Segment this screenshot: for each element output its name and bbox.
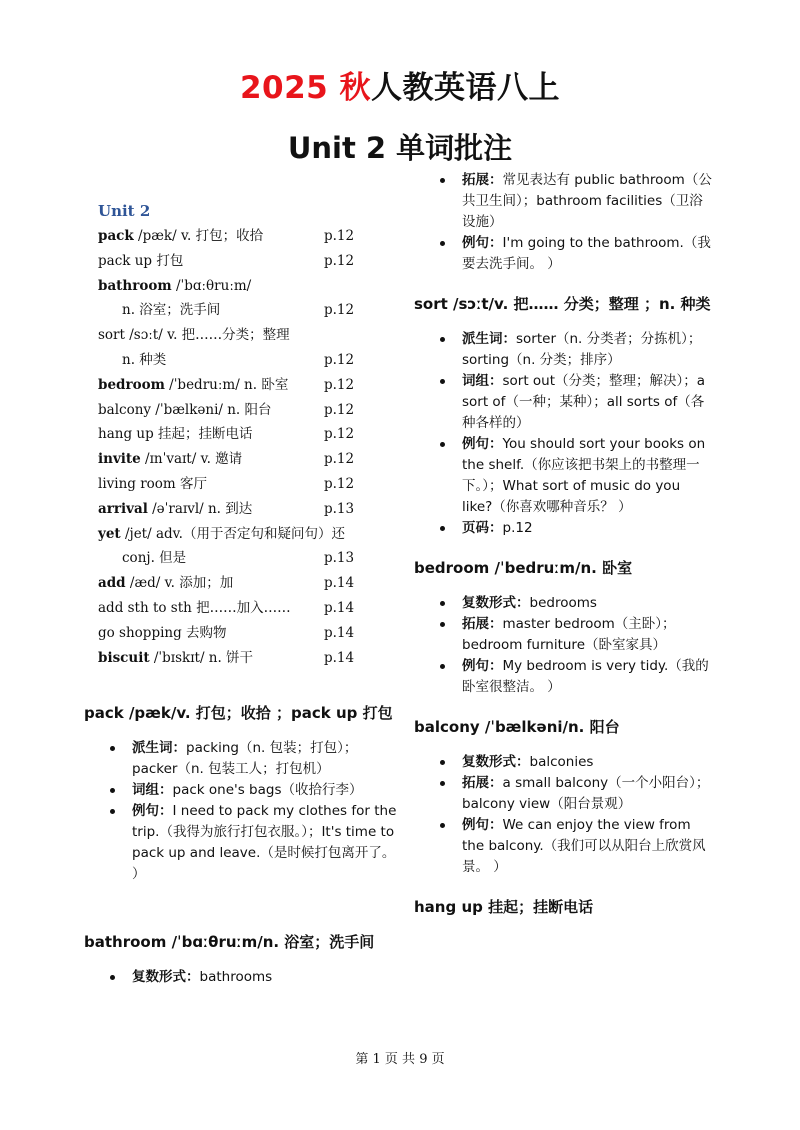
vocab-page: p.13 <box>324 550 355 567</box>
vocab-word: bathroom <box>98 277 172 294</box>
vocab-row <box>98 274 378 299</box>
entry-heading-hangup: hang up 挂起；挂断电话 <box>414 898 594 916</box>
item-label: 例句： <box>462 817 503 833</box>
item-text: We can enjoy the view from the balcony.（我们可以从阳台上欣赏风景。 ） <box>462 817 706 875</box>
vocab-rows <box>98 224 378 670</box>
vocab-definition: pack up 打包 <box>98 252 184 269</box>
entry-heading-bedroom: bedroom /ˈbedruːm/n. 卧室 <box>414 559 633 577</box>
vocab-word: pack <box>98 228 134 244</box>
entry-heading-bathroom: bathroom /ˈbɑːθruːm/n. 浴室；洗手间 <box>84 933 375 952</box>
entry-heading-pack: pack /pæk/v. 打包；收拾 ；pack up 打包 <box>84 704 393 723</box>
item-label: 拓展： <box>462 616 503 632</box>
vocab-page: p.12 <box>324 351 355 368</box>
vocab-word: add <box>98 575 126 592</box>
entry-list-bedroom <box>414 593 714 698</box>
vocab-definition: living room 客厅 <box>98 475 208 492</box>
vocab-definition: /jet/ adv.（用于否定句和疑问句）还 <box>120 525 345 542</box>
left-column <box>84 192 400 988</box>
entry-list-pack <box>84 738 400 885</box>
vocab-definition: add sth to sth 把……加入…… <box>98 599 291 616</box>
vocab-page: p.12 <box>324 376 355 393</box>
vocab-definition: balcony /ˈbælkəni/ n. 阳台 <box>98 401 272 418</box>
vocab-definition: /ɪnˈvaɪt/ v. 邀请 <box>140 451 243 468</box>
vocab-row <box>98 398 378 423</box>
vocab-definition: n. 种类 <box>122 351 167 368</box>
vocab-definition: go shopping 去购物 <box>98 624 227 641</box>
vocab-row <box>98 472 378 497</box>
vocab-definition: conj. 但是 <box>122 550 187 567</box>
item-text: sorter（n. 分类者；分拣机）；sorting（n. 分类；排序） <box>462 331 702 368</box>
item-label: 词组： <box>462 373 503 389</box>
list-item <box>462 752 714 773</box>
list-item <box>462 656 714 698</box>
vocab-page: p.13 <box>324 500 355 517</box>
vocab-page: p.12 <box>324 426 355 443</box>
item-label: 例句： <box>462 658 503 674</box>
item-label: 复数形式： <box>462 754 530 770</box>
list-item <box>462 518 714 539</box>
page-subtitle: Unit 2 单词批注 <box>287 131 513 165</box>
item-text: a small balcony（一个小阳台）；balcony view（阳台景观） <box>462 775 710 812</box>
list-item <box>462 434 714 518</box>
vocab-row <box>98 373 378 398</box>
vocab-page: p.12 <box>324 475 355 492</box>
item-label: 派生词： <box>462 331 516 347</box>
vocab-definition: /ˈbedruːm/ n. 卧室 <box>164 376 289 393</box>
right-column <box>414 170 714 922</box>
vocab-row <box>98 348 378 373</box>
item-text: I need to pack my clothes for the trip.（我得为旅行打包衣服。）；It's time to pack up and leave.（是时候打包离开了。 ） <box>132 803 397 883</box>
vocab-page: p.14 <box>324 624 355 641</box>
vocab-row <box>98 596 378 621</box>
item-text: bathrooms <box>199 969 273 986</box>
vocab-word: arrival <box>98 500 148 517</box>
page-title <box>0 68 800 108</box>
vocab-definition: /ˈbɑːθruːm/ <box>171 277 252 294</box>
item-label: 复数形式： <box>462 595 530 611</box>
list-item <box>462 773 714 815</box>
vocab-word: yet <box>98 525 121 542</box>
item-text: packing（n. 包装；打包）；packer（n. 包装工人；打包机） <box>132 740 358 778</box>
list-item <box>462 233 714 275</box>
list-item <box>462 593 714 614</box>
list-item <box>132 738 400 780</box>
vocab-row <box>98 249 378 274</box>
vocab-row <box>98 323 378 348</box>
item-text: 常见表达有 public bathroom（公共卫生间）；bathroom facilities（卫浴设施） <box>462 172 712 230</box>
item-label: 复数形式： <box>132 969 200 986</box>
item-text: master bedroom（主卧）；bedroom furniture（卧室家具） <box>462 616 676 653</box>
list-item <box>462 329 714 371</box>
vocab-page: p.14 <box>324 575 355 592</box>
vocab-word: bedroom <box>98 376 165 393</box>
vocab-definition: /ˈbɪskɪt/ n. 饼干 <box>149 649 254 666</box>
item-text: You should sort your books on the shelf.（你应该把书架上的书整理一下。）；What sort of music do you like?（你喜欢哪种音乐？ ） <box>462 436 706 515</box>
vocab-word: invite <box>98 451 141 468</box>
item-text: My bedroom is very tidy.（我的卧室很整洁。 ） <box>462 658 709 695</box>
vocab-list-title: Unit 2 <box>98 202 151 220</box>
vocab-row <box>98 621 378 646</box>
item-text: sort out（分类；整理；解决）；a sort of（一种；某种）；all sorts of（各种各样的） <box>462 373 706 431</box>
vocab-page: p.12 <box>324 228 355 244</box>
entry-list-sort <box>414 329 714 539</box>
entry-heading-balcony: balcony /ˈbælkəni/n. 阳台 <box>414 718 620 736</box>
vocab-row <box>98 571 378 596</box>
vocab-page: p.12 <box>324 451 355 468</box>
vocab-row <box>98 298 378 323</box>
item-label: 拓展： <box>462 775 503 791</box>
vocab-definition: /əˈraɪvl/ n. 到达 <box>147 500 253 517</box>
title-text: 人教英语八上 <box>371 70 561 106</box>
vocab-row <box>98 422 378 447</box>
title-year: 2025 秋 <box>239 70 372 106</box>
entry-list-bathroom <box>84 967 400 988</box>
vocab-page: p.12 <box>324 401 355 418</box>
vocab-definition: sort /sɔːt/ v. 把……分类；整理 <box>98 327 290 344</box>
vocab-definition: n. 浴室；洗手间 <box>122 302 221 319</box>
vocab-page: p.12 <box>324 302 355 319</box>
vocab-page: p.14 <box>324 649 355 666</box>
list-item <box>462 371 714 434</box>
list-item <box>462 170 714 233</box>
item-text: balconies <box>529 754 594 770</box>
item-label: 例句： <box>462 235 503 251</box>
list-item <box>132 780 400 801</box>
item-label: 页码： <box>462 520 503 536</box>
item-label: 派生词： <box>132 740 186 757</box>
vocab-row <box>98 646 378 671</box>
list-item <box>132 967 400 988</box>
item-text: pack one's bags（收拾行李） <box>172 782 363 799</box>
entry-heading-sort: sort /sɔːt/v. 把…… 分类；整理 ；n. 种类 <box>414 295 711 313</box>
vocab-page: p.12 <box>324 252 355 269</box>
list-item <box>462 614 714 656</box>
item-label: 拓展： <box>462 172 503 188</box>
vocab-definition: hang up 挂起；挂断电话 <box>98 426 253 443</box>
entry-list-bathroom-cont <box>414 170 714 275</box>
vocab-word: biscuit <box>98 649 150 666</box>
vocab-definition: /pæk/ v. 打包；收拾 <box>133 228 264 244</box>
vocab-row <box>98 522 378 547</box>
item-label: 例句： <box>462 436 503 452</box>
vocab-list <box>98 198 378 670</box>
item-label: 例句： <box>132 803 173 820</box>
vocab-row <box>98 546 378 571</box>
vocab-row <box>98 497 378 522</box>
item-text: bedrooms <box>529 595 597 611</box>
list-item <box>132 801 400 885</box>
vocab-row <box>98 224 378 249</box>
item-label: 词组： <box>132 782 173 799</box>
item-text: I'm going to the bathroom.（我要去洗手间。 ） <box>462 235 711 272</box>
page-footer: 第 1 页 共 9 页 <box>355 1052 445 1067</box>
vocab-page: p.14 <box>324 599 355 616</box>
vocab-row <box>98 447 378 472</box>
list-item <box>462 815 714 878</box>
entry-list-balcony <box>414 752 714 878</box>
vocab-definition: /æd/ v. 添加；加 <box>125 575 234 592</box>
item-text: p.12 <box>502 520 533 536</box>
